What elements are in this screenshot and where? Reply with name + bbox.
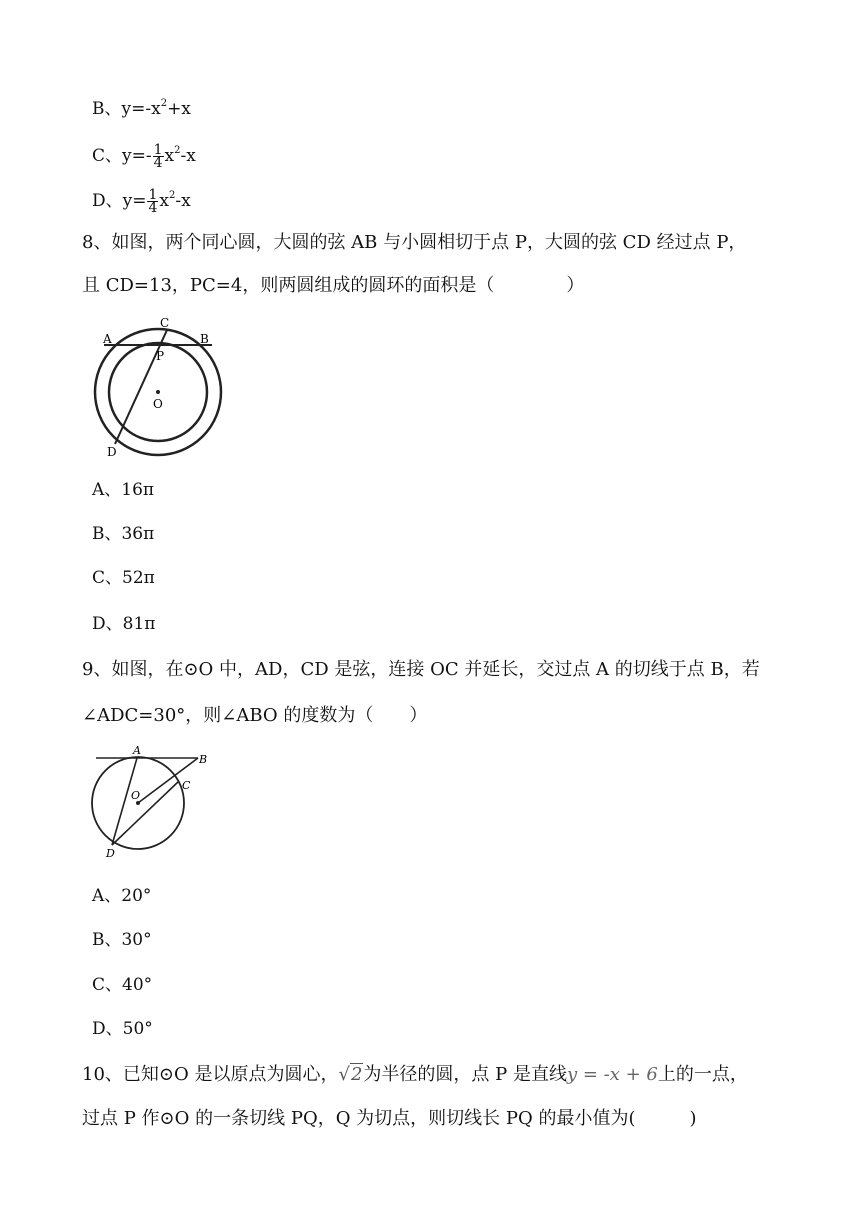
q8-option-d: D、81π [92, 614, 156, 634]
fraction: $\frac{1}{4}$ [153, 142, 163, 171]
q9-chord-cd [112, 781, 179, 845]
fraction: $\frac{1}{4}$ [148, 187, 158, 216]
q8-label-o: O [153, 397, 163, 411]
line-equation: y = -x + 6 [566, 1064, 658, 1085]
q9-stem-line2: ∠ADC=30°，则∠ABO 的度数为（ ） [82, 705, 428, 726]
q8-option-b: B、36π [92, 524, 155, 544]
q8-center-dot [156, 390, 160, 394]
q8-label-d: D [107, 445, 117, 459]
q8-stem-line2: 且 CD=13，PC=4，则两圆组成的圆环的面积是（ ） [82, 275, 585, 296]
q9-label-o: O [131, 789, 141, 802]
q9-option-c: C、40° [92, 975, 153, 995]
q8-label-p: P [156, 349, 165, 363]
q7-option-d: D、y= $\frac{1}{4}$ $x^2-x$ [92, 187, 191, 216]
q9-circle-tangent-figure [88, 742, 218, 862]
q8-option-a: A、16π [92, 480, 155, 500]
q9-stem-line1: 9、如图，在⊙O 中，AD，CD 是弦，连接 OC 并延长，交过点 A 的切线于点 B，若 [82, 659, 760, 680]
q9-option-b: B、30° [92, 930, 152, 950]
q8-option-c: C、52π [92, 568, 155, 588]
q7-option-b: B、$y=-x^2+x$ [92, 98, 191, 119]
q10-stem-line1: 10、已知⊙O 是以原点为圆心，√2为半径的圆，点 P 是直线y = -x + 6上的一点， [82, 1064, 748, 1085]
q7-option-c: C、y=- $\frac{1}{4}$ $x^2-x$ [92, 142, 196, 171]
q9-label-d: D [106, 847, 115, 860]
q9-label-b: B [199, 753, 208, 766]
q8-concentric-circles-figure [90, 310, 240, 460]
sqrt-expression: √2 [338, 1064, 363, 1085]
q8-label-a: A [103, 332, 112, 346]
q8-label-b: B [200, 332, 209, 346]
q9-label-c: C [182, 779, 191, 792]
q9-label-a: A [133, 744, 141, 757]
q8-stem-line1: 8、如图，两个同心圆，大圆的弦 AB 与小圆相切于点 P，大圆的弦 CD 经过点 P， [82, 232, 747, 253]
q10-stem-line2: 过点 P 作⊙O 的一条切线 PQ，Q 为切点，则切线长 PQ 的最小值为( ) [82, 1108, 697, 1129]
q9-option-a: A、20° [92, 886, 152, 906]
q9-option-d: D、50° [92, 1019, 153, 1039]
q8-label-c: C [160, 316, 170, 330]
